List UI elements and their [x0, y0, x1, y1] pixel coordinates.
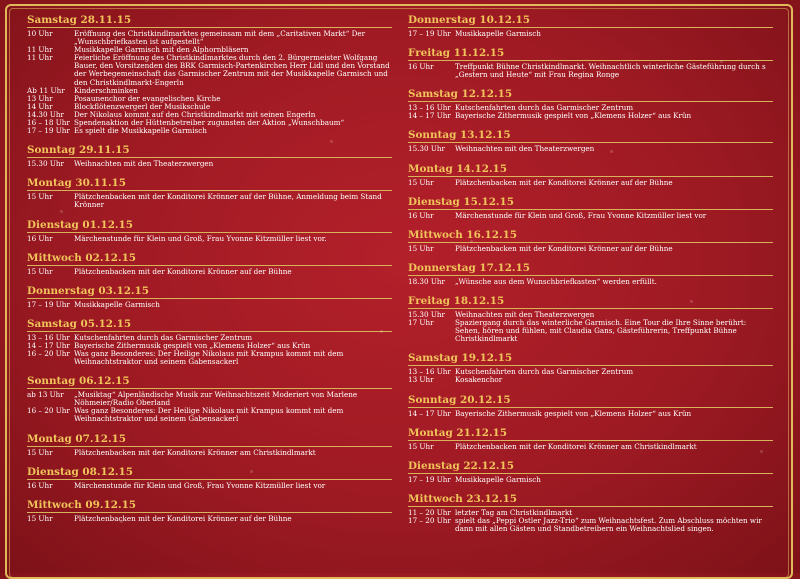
- day-block: [27, 490, 392, 523]
- day-spacer: [408, 385, 773, 392]
- event-time: 13 Uhr: [27, 93, 53, 103]
- day-heading: Dienstag 15.12.15: [408, 194, 773, 210]
- event-time: 13 – 16 Uhr: [408, 367, 451, 377]
- day-heading: Montag 21.12.15: [408, 425, 773, 441]
- day-block: [408, 418, 773, 451]
- event-row: [27, 127, 392, 135]
- snow-dot-decoration: [560, 520, 563, 523]
- event-description: spielt das „Peppi Ostler Jazz-Trio“ zum Weihnachtsfest. Zum Abschluss möchten wir dann mit allen Gästen und Standbetreibern ein Weihnachtslied singen.: [455, 515, 762, 533]
- event-row: [27, 350, 392, 366]
- day-spacer: [408, 286, 773, 293]
- event-description: Kutschenfahrten durch das Garmischer Zentrum: [74, 332, 253, 342]
- snow-dot-decoration: [330, 140, 333, 143]
- day-block: [408, 187, 773, 220]
- event-row: [27, 301, 392, 309]
- event-row: [408, 319, 773, 343]
- event-description: Bayerische Zithermusik gespielt von „Klemens Holzer“ aus Krün: [74, 340, 311, 350]
- event-description: Musikkapelle Garmisch: [455, 474, 541, 484]
- event-description: Es spielt die Musikkapelle Garmisch: [74, 126, 207, 136]
- snow-dot-decoration: [35, 380, 38, 383]
- day-heading: Sonntag 13.12.15: [408, 127, 773, 143]
- snow-dot-decoration: [250, 470, 253, 473]
- snow-dot-decoration: [470, 240, 473, 243]
- event-row: [408, 179, 773, 187]
- event-time: 14 – 17 Uhr: [408, 408, 451, 418]
- day-block: [408, 79, 773, 120]
- event-time: 13 Uhr: [408, 375, 434, 385]
- event-time: 15 Uhr: [27, 266, 53, 276]
- event-description: Plätzchenbacken mit der Konditorei Krönner auf der Bühne: [74, 513, 292, 523]
- event-description: Eröffnung des Christkindlmarktes gemeinsam mit dem „Caritativen Markt“ Der „Wunschbriefkasten ist aufgestellt“: [74, 29, 366, 47]
- day-spacer: [27, 135, 392, 142]
- day-spacer: [408, 154, 773, 161]
- event-description: Posaunenchor der evangelischen Kirche: [74, 93, 221, 103]
- day-heading: Dienstag 08.12.15: [27, 464, 392, 480]
- day-spacer: [408, 343, 773, 350]
- event-description: Märchenstunde für Klein und Groß, Frau Yvonne Kitzmüller liest vor.: [74, 233, 327, 243]
- event-description: Blockflötenzwergerl der Musikschule: [74, 101, 211, 111]
- event-row: [408, 410, 773, 418]
- event-time: 15 Uhr: [27, 192, 53, 202]
- event-description: Kinderschminken: [74, 85, 138, 95]
- day-block: [27, 424, 392, 457]
- event-row: [408, 212, 773, 220]
- event-description: „Wünsche aus dem Wunschbriefkasten“ werden erfüllt.: [455, 276, 657, 286]
- event-description: Plätzchenbacken mit der Konditorei Krönner auf der Bühne: [455, 177, 673, 187]
- day-block: [27, 168, 392, 209]
- schedule-column-right: [408, 12, 773, 533]
- day-heading: Sonntag 06.12.15: [27, 373, 392, 389]
- event-row: [408, 278, 773, 286]
- event-description: Plätzchenbacken mit der Konditorei Krönner auf der Bühne: [455, 243, 673, 253]
- day-spacer: [27, 168, 392, 175]
- event-description: Treffpunkt Bühne Christkindlmarkt. Weihnachtlich winterliche Gästeführung durch s „Gestern und Heute“ mit Frau Regina Ronge: [455, 62, 766, 80]
- event-row: [27, 482, 392, 490]
- event-row: [408, 517, 773, 533]
- event-time: 14.30 Uhr: [27, 109, 64, 119]
- day-spacer: [27, 210, 392, 217]
- day-block: [408, 38, 773, 79]
- event-description: Plätzchenbacken mit der Konditorei Krönner am Christkindlmarkt: [74, 447, 316, 457]
- event-time: 16 Uhr: [408, 210, 434, 220]
- event-description: letzter Tag am Christkindlmarkt: [455, 507, 573, 517]
- day-block: [408, 451, 773, 484]
- day-block: [408, 253, 773, 286]
- event-time: 10 Uhr: [27, 29, 53, 38]
- event-time: 11 – 20 Uhr: [408, 507, 451, 517]
- event-time: 16 – 18 Uhr: [27, 118, 70, 128]
- event-time: 11 Uhr: [27, 53, 53, 63]
- event-time: 14 Uhr: [27, 101, 53, 111]
- event-description: Kutschenfahrten durch das Garmischer Zentrum: [455, 103, 634, 113]
- event-description: Bayerische Zithermusik gespielt von „Klemens Holzer“ aus Krün: [455, 111, 692, 121]
- day-spacer: [408, 79, 773, 86]
- event-row: [27, 407, 392, 423]
- day-spacer: [408, 253, 773, 260]
- event-description: Bayerische Zithermusik gespielt von „Klemens Holzer“ aus Krün: [455, 408, 692, 418]
- day-heading: Donnerstag 10.12.15: [408, 12, 773, 28]
- event-time: 17 Uhr: [408, 318, 434, 328]
- day-spacer: [408, 120, 773, 127]
- day-spacer: [408, 451, 773, 458]
- day-heading: Dienstag 22.12.15: [408, 458, 773, 474]
- event-time: 17 – 19 Uhr: [408, 474, 451, 484]
- event-time: ab 13 Uhr: [27, 390, 64, 400]
- event-description: Der Nikolaus kommt auf den Christkindlmarkt mit seinen Engerln: [74, 109, 316, 119]
- snow-dot-decoration: [760, 450, 763, 453]
- day-heading: Samstag 05.12.15: [27, 316, 392, 332]
- event-description: Musikkapelle Garmisch: [455, 29, 541, 38]
- event-description: Spaziergang durch das winterliche Garmisch. Eine Tour die Ihre Sinne berührt: Sehen, hören und fühlen, mit Claudia Gans, Gästeführerin, Treffpunkt Bühne Christkindlmarkt: [455, 318, 747, 344]
- day-heading: Donnerstag 17.12.15: [408, 260, 773, 276]
- event-row: [27, 449, 392, 457]
- event-time: 15 Uhr: [27, 447, 53, 457]
- day-spacer: [27, 457, 392, 464]
- event-row: [27, 54, 392, 86]
- day-block: [408, 385, 773, 418]
- event-time: 15 Uhr: [408, 177, 434, 187]
- day-heading: Mittwoch 02.12.15: [27, 250, 392, 266]
- day-spacer: [27, 276, 392, 283]
- event-row: [27, 30, 392, 46]
- day-heading: Montag 14.12.15: [408, 161, 773, 177]
- event-time: 15 Uhr: [408, 243, 434, 253]
- event-row: [408, 145, 773, 153]
- day-block: [27, 276, 392, 309]
- day-heading: Sonntag 29.11.15: [27, 142, 392, 158]
- event-time: 15.30 Uhr: [27, 159, 64, 169]
- event-time: 16 – 20 Uhr: [27, 348, 70, 358]
- snow-dot-decoration: [690, 300, 693, 303]
- event-row: [408, 112, 773, 120]
- day-spacer: [408, 484, 773, 491]
- day-heading: Freitag 11.12.15: [408, 45, 773, 61]
- day-spacer: [27, 243, 392, 250]
- event-time: 14 – 17 Uhr: [27, 340, 70, 350]
- day-block: [27, 457, 392, 490]
- event-description: Plätzchenbacken mit der Konditorei Krönner auf der Bühne, Anmeldung beim Stand Krönner: [74, 192, 382, 210]
- event-time: 17 – 19 Uhr: [27, 126, 70, 136]
- event-description: Was ganz Besonderes: Der Heilige Nikolaus mit Krampus kommt mit dem Weihnachtstraktor und seinem Gabensackerl: [74, 406, 344, 424]
- day-heading: Samstag 12.12.15: [408, 86, 773, 102]
- day-heading: Samstag 28.11.15: [27, 12, 392, 28]
- day-spacer: [27, 309, 392, 316]
- event-time: 16 Uhr: [408, 62, 434, 72]
- event-time: 14 – 17 Uhr: [408, 111, 451, 121]
- event-time: 16 – 20 Uhr: [27, 406, 70, 416]
- event-row: [27, 515, 392, 523]
- day-block: [408, 286, 773, 343]
- event-description: Plätzchenbacken mit der Konditorei Krönner auf der Bühne: [74, 266, 292, 276]
- event-time: 15.30 Uhr: [408, 144, 445, 154]
- event-row: [408, 63, 773, 79]
- event-description: Feierliche Eröffnung des Christkindlmarktes durch den 2. Bürgermeister Wolfgang Bauer, den Vorsitzenden des BRK Garmisch-Partenkirchen Herr Lidl und den Vorstand der Werbegemeinschaft das Garmischer Zentrum mit der Musikkapelle Garmisch und den Christkindlmarkt-Engerln: [74, 53, 390, 87]
- event-row: [408, 443, 773, 451]
- day-heading: Montag 07.12.15: [27, 431, 392, 447]
- event-description: „Musiktag“ Alpenländische Musik zur Weihnachtszeit Moderiert von Marlene Nöhmeier/Radio Oberland: [74, 390, 358, 408]
- day-heading: Sonntag 20.12.15: [408, 392, 773, 408]
- event-row: [408, 245, 773, 253]
- event-description: Märchenstunde für Klein und Groß, Frau Yvonne Kitzmüller liest vor: [455, 210, 707, 220]
- event-time: Ab 11 Uhr: [27, 85, 65, 95]
- day-block: [27, 210, 392, 243]
- day-heading: Mittwoch 23.12.15: [408, 491, 773, 507]
- schedule-column-left: [27, 12, 392, 523]
- event-time: 15 Uhr: [27, 513, 53, 523]
- event-row: [408, 476, 773, 484]
- day-block: [408, 343, 773, 384]
- day-block: [408, 12, 773, 38]
- event-time: 18.30 Uhr: [408, 276, 445, 286]
- event-row: [27, 235, 392, 243]
- event-time: 17 – 19 Uhr: [27, 299, 70, 309]
- day-spacer: [408, 220, 773, 227]
- day-block: [408, 484, 773, 533]
- day-block: [27, 135, 392, 168]
- event-time: 13 – 16 Uhr: [27, 332, 70, 342]
- day-heading: Mittwoch 16.12.15: [408, 227, 773, 243]
- event-description: Was ganz Besonderes: Der Heilige Nikolaus mit Krampus kommt mit dem Weihnachtstraktor und seinem Gabensackerl: [74, 348, 344, 367]
- event-description: Weihnachten mit den Theaterzwergen: [74, 159, 214, 169]
- day-heading: Dienstag 01.12.15: [27, 217, 392, 233]
- snow-dot-decoration: [380, 330, 383, 333]
- event-time: 15.30 Uhr: [408, 309, 445, 319]
- event-description: Spendenaktion der Hüttenbetreiber zugunsten der Aktion „Wunschbaum“: [74, 118, 345, 128]
- day-spacer: [408, 418, 773, 425]
- event-row: [408, 376, 773, 384]
- day-spacer: [408, 38, 773, 45]
- event-description: Kutschenfahrten durch das Garmischer Zentrum: [455, 367, 634, 377]
- event-time: 17 – 20 Uhr: [408, 515, 451, 525]
- day-heading: Samstag 19.12.15: [408, 350, 773, 366]
- event-description: Märchenstunde für Klein und Groß, Frau Yvonne Kitzmüller liest vor: [74, 480, 326, 490]
- day-block: [27, 243, 392, 276]
- day-block: [408, 120, 773, 153]
- day-heading: Freitag 18.12.15: [408, 293, 773, 309]
- event-row: [27, 193, 392, 209]
- day-heading: Donnerstag 03.12.15: [27, 283, 392, 299]
- event-row: [27, 391, 392, 407]
- event-row: [27, 160, 392, 168]
- day-block: [27, 366, 392, 423]
- day-spacer: [27, 424, 392, 431]
- event-row: [27, 268, 392, 276]
- event-description: Weihnachten mit den Theaterzwergen: [455, 144, 595, 154]
- event-time: 13 – 16 Uhr: [408, 103, 451, 113]
- event-description: Plätzchenbacken mit der Konditorei Krönner am Christkindlmarkt: [455, 441, 697, 451]
- day-spacer: [408, 187, 773, 194]
- day-block: [408, 220, 773, 253]
- event-time: 17 – 19 Uhr: [408, 29, 451, 38]
- day-spacer: [27, 490, 392, 497]
- event-time: 15 Uhr: [408, 441, 434, 451]
- event-time: 16 Uhr: [27, 480, 53, 490]
- event-time: 16 Uhr: [27, 233, 53, 243]
- day-heading: Montag 30.11.15: [27, 175, 392, 191]
- event-row: [408, 30, 773, 38]
- snow-dot-decoration: [60, 210, 63, 213]
- event-description: Musikkapelle Garmisch: [74, 299, 160, 309]
- snow-dot-decoration: [720, 60, 723, 63]
- day-block: [27, 12, 392, 135]
- day-heading: Mittwoch 09.12.15: [27, 497, 392, 513]
- day-spacer: [27, 366, 392, 373]
- snow-dot-decoration: [610, 150, 613, 153]
- day-block: [408, 154, 773, 187]
- event-description: Musikkapelle Garmisch mit den Alphornbläsern: [74, 45, 249, 55]
- event-time: 11 Uhr: [27, 45, 53, 55]
- day-block: [27, 309, 392, 366]
- event-description: Weihnachten mit den Theaterzwergen: [455, 309, 595, 319]
- snow-dot-decoration: [120, 520, 123, 523]
- event-description: Kosakenchor: [455, 375, 503, 385]
